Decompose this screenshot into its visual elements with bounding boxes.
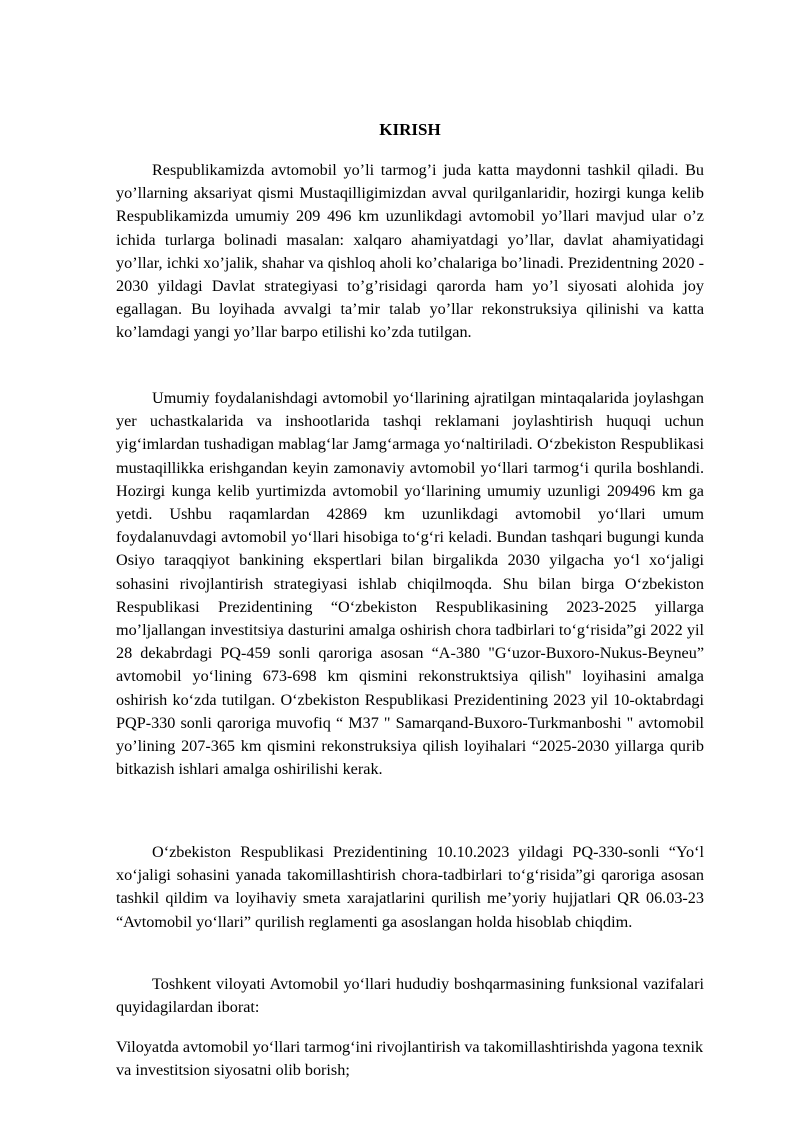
paragraph-functions: Toshkent viloyati Avtomobil yo‘llari hududiy boshqarmasining funksional vazifalari quyidagilardan iborat: [116,975,704,1017]
paragraph-function-item: Viloyatda avtomobil yo‘llari tarmog‘ini rivojlantirish va takomillashtirishda yagona texnik va investitsion siyosatni olib borish; [116,1038,704,1080]
paragraph-intro: Respublikamizda avtomobil yo’li tarmog’i juda katta maydonni tashkil qiladi. Bu yo’llarning aksariyat qismi Mustaqilligimizdan avval qurilganlaridir, hozirgi kunga kelib Respublikamizda umumiy 209 496 km uzunlikdagi avtomobil yo’llari mavjud ular o’z ichida turlarga bolinadi masalan: xalqaro ahamiyatdagi yo’llar, davlat ahamiyatidagi yo’llar, ichki xo’jalik, shahar va qishloq aholi ko’chalariga bo’linadi. Prezidentning 2020 - 2030 yildagi Davlat strategiyasi to’g’risidagi qarorda ham yo’l siyosati alohida joy egallagan. Bu loyihada avvalgi ta’mir talab yo’llar rekonstruksiya qilinishi va katta ko’lamdagi yangi yo’llar barpo etilishi ko’zda tutilgan. [116,161,704,342]
page-title: KIRISH [379,120,441,139]
paragraph-decree: O‘zbekiston Respublikasi Prezidentining 10.10.2023 yildagi PQ-330-sonli “Yo‘l xo‘jaligi sohasini yanada takomillashtirish chora-tadbirlari to‘g‘risida”gi qaroriga asosan tashkil qildim va loyihaviy smeta xarajatlarini qurilish me’yoriy hujjatlari QR 06.03-23 “Avtomobil yo‘llari” qurilish reglamenti ga asoslangan holda hisoblab chiqdim. [116,843,704,931]
paragraph-roads-funding: Umumiy foydalanishdagi avtomobil yo‘llarining ajratilgan mintaqalarida joylashgan yer uchastkalarida va inshootlarida tashqi reklamani joylashtirish huquqi uchun yig‘imlardan tushadigan mablag‘lar Jamg‘armaga yo‘naltiriladi. O‘zbekiston Respublikasi mustaqillikka erishgandan keyin zamonaviy avtomobil yo‘llari tarmog‘i qurila boshlandi. Hozirgi kunga kelib yurtimizda avtomobil yo‘llarining umumiy uzunligi 209496 km ga yetdi. Ushbu raqamlardan 42869 km uzunlikdagi avtomobil yo‘llari umum foydalanuvdagi avtomobil yo‘llari hisobiga to‘g‘ri keladi. Bundan tashqari bugungi kunda Osiyo taraqqiyot bankining ekspertlari bilan birgalikda 2030 yilgacha yo‘l xo‘jaligi sohasini rivojlantirish strategiyasi ishlab chiqilmoqda. Shu bilan birga O‘zbekiston Respublikasi Prezidentining “O‘zbekiston Respublikasining 2023-2025 yillarga mo’ljallangan investitsiya dasturini amalga oshirish chora tadbirlari to‘g‘risida”gi 2022 yil 28 dekabrdagi PQ-459 sonli qaroriga asosan “A-380 "G‘uzor-Buxoro-Nukus-Beyneu” avtomobil yo‘lining 673-698 km qismini rekonstruktsiya qilish" loyihasini amalga oshirish ko‘zda tutilgan. O‘zbekiston Respublikasi Prezidentining 2023 yil 10-oktabrdagi PQP-330 sonli qaroriga muvofiq “ M37 " Samarqand-Buxoro-Turkmanboshi " avtomobil yo’lining 207-365 km qismini rekonstruksiya qilish loyihalari “2025-2030 yillarga qurib bitkazish ishlari amalga oshirilishi kerak. [116,389,704,779]
